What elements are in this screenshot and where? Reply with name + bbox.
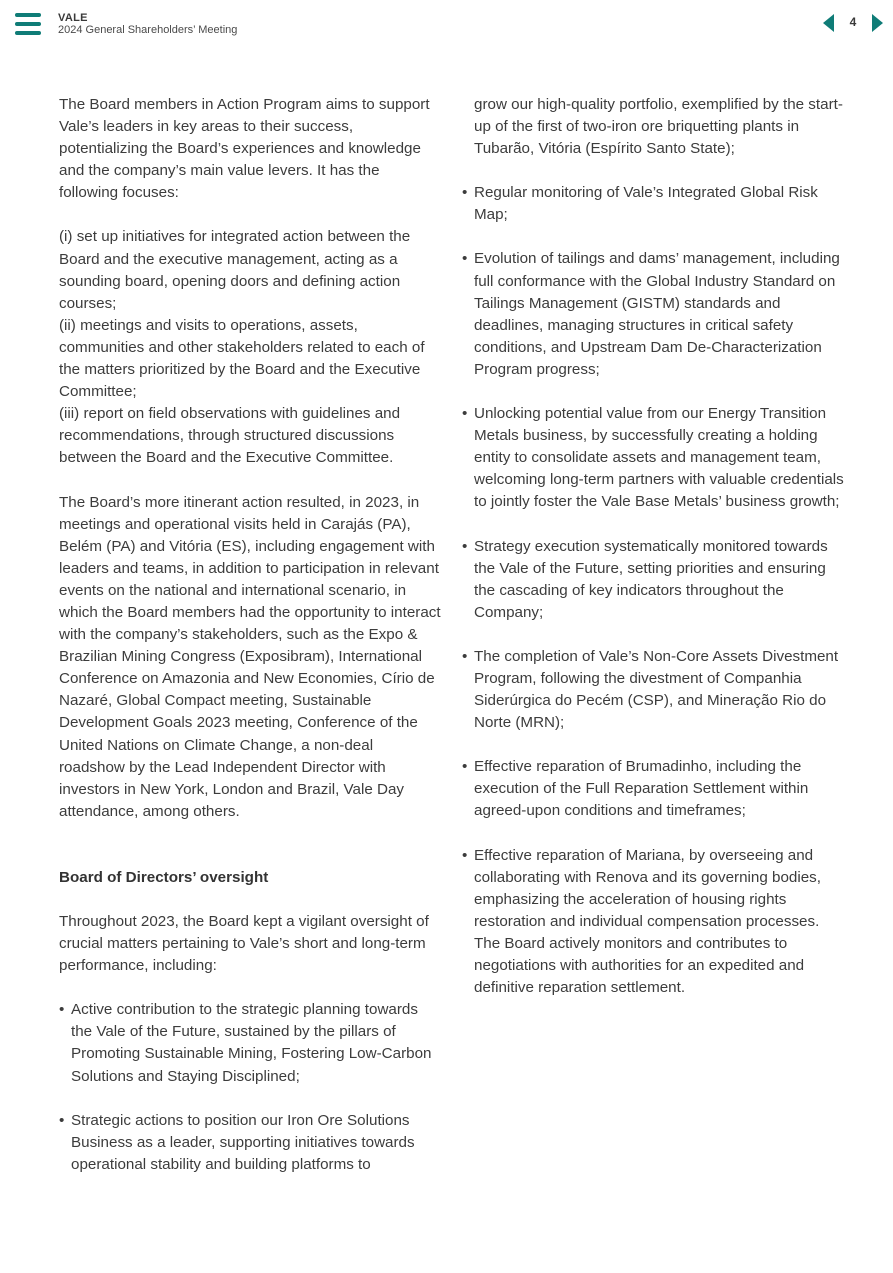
oversight-heading: Board of Directors’ oversight [59, 868, 269, 886]
menu-bar [15, 22, 41, 26]
hamburger-menu-icon[interactable] [15, 13, 41, 35]
itinerant-action-paragraph: The Board’s more itinerant action resulted, in 2023, in meetings and operational visits held in Carajás (PA), Belém (PA) and Vitória (ES), including engagement with leaders and teams, in addition to participation in relevant events on the national and international scenario, in which the Board members had the opportunity to interact with the company’s stakeholders, such as the Expo & Brazilian Mining Congress (Exposibram), International Conference on Amazonia and New Economies, Círio de Nazaré, Global Compact meeting, Sustainable Development Goals 2023 meeting, Conference of the United Nations on Climate Change, a non-deal roadshow by the Lead Independent Director with investors in New York, London and Brazil, Vale Day attendance, among others. [59, 493, 441, 820]
bullet-divestment-program: • The completion of Vale’s Non-Core Assets Divestment Program, following the divestment of Companhia Siderúrgica do Pecém (CSP), and Mineração Rio do Norte (MRN); [462, 646, 846, 734]
bullet-strategic-planning: • Active contribution to the strategic planning towards the Vale of the Future, sustained by the pillars of Promoting Sustainable Mining, Fostering Low-Carbon Solutions and Staying Disciplined; [59, 999, 441, 1087]
bullet-energy-transition-metals: • Unlocking potential value from our Energy Transition Metals business, by successfully creating a holding entity to consolidate assets and management team, welcoming long-term partners with valuable credentials to jointly foster the Vale Base Metals’ business growth; [462, 403, 846, 513]
focus-item-1: (i) set up initiatives for integrated action between the Board and the executive management, acting as a sounding board, opening doors and defining action courses; [59, 228, 411, 312]
bullet-mariana-reparation: • Effective reparation of Mariana, by overseeing and collaborating with Renova and its governing bodies, emphasizing the acceleration of housing rights restoration and individual compensation processes. The Board actively monitors and contributes to negotiations with authorities for an expedited and definitive reparation settlement. [462, 845, 846, 1000]
oversight-intro-paragraph: Throughout 2023, the Board kept a vigilant oversight of crucial matters pertaining to Vale’s short and long-term performance, including: [59, 913, 429, 975]
page-number: 4 [849, 15, 857, 29]
bullet-tailings-dams: • Evolution of tailings and dams’ management, including full conformance with the Global Industry Standard on Tailings Management (GISTM) standards and deadlines, managing structures in critical safety conditions, and Upstream Dam De-Characterization Program progress; [462, 248, 846, 381]
bullet-risk-map: • Regular monitoring of Vale’s Integrated Global Risk Map; [462, 182, 846, 226]
bullet-brumadinho-reparation: • Effective reparation of Brumadinho, including the execution of the Full Reparation Settlement within agreed-upon conditions and timeframes; [462, 756, 846, 822]
bullet-iron-ore-solutions: • Strategic actions to position our Iron Ore Solutions Business as a leader, supporting initiatives towards operational stability and building platforms to [59, 1110, 441, 1176]
left-column [59, 94, 441, 1176]
right-column [462, 94, 846, 999]
focus-item-2: (ii) meetings and visits to operations, assets, communities and other stakeholders related to each of the matters prioritized by the Board and the Executive Committee; [59, 316, 425, 401]
previous-page-arrow-icon[interactable] [823, 14, 834, 32]
program-intro-paragraph: The Board members in Action Program aims to support Vale’s leaders in key areas to their success, potentializing the Board’s experiences and knowledge and the company’s main value levers. It has the following focuses: [59, 96, 430, 202]
page-navigation [823, 13, 883, 33]
menu-bar [15, 13, 41, 17]
next-page-arrow-icon[interactable] [872, 14, 883, 32]
document-subtitle: 2024 General Shareholders’ Meeting [58, 24, 238, 36]
bullet-strategy-execution: • Strategy execution systematically monitored towards the Vale of the Future, setting priorities and ensuring the cascading of key indicators throughout the Company; [462, 536, 846, 624]
bullet-iron-ore-solutions-continued: grow our high-quality portfolio, exemplified by the start-up of the first of two-iron ore briquetting plants in Tubarão, Vitória (Espírito Santo State); [474, 96, 843, 158]
focus-item-3: (iii) report on field observations with guidelines and recommendations, through structured discussions between the Board and the Executive Committee. [59, 405, 401, 467]
brand-name: VALE [58, 12, 88, 24]
menu-bar [15, 31, 41, 35]
page-header [0, 0, 893, 44]
